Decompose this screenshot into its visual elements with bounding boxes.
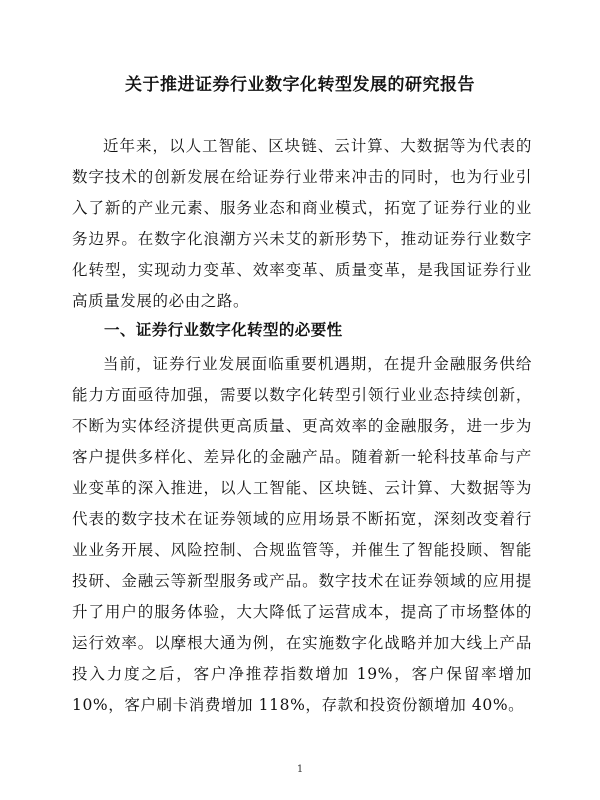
section-paragraph: 当前，证券行业发展面临重要机遇期，在提升金融服务供给能力方面亟待加强，需要以数字化转型引领行业业态持续创新，不断为实体经济提供更高质量、更高效率的金融服务，进一步为客户提供多样化、差异化的金融产品。随着新一轮科技革命与产业变革的深入推进，以人工智能、区块链、云计算、大数据等为代表的数字技术在证券领域的应用场景不断拓宽，深刻改变着行业业务开展、风险控制、合规监管等，并催生了智能投顾、智能投研、金融云等新型服务或产品。数字技术在证券领域的应用提升了用户的服务体验，大大降低了运营成本，提高了市场整体的运行效率。以摩根大通为例，在实施数字化战略并加大线上产品投入力度之后，客户净推荐指数增加 19%，客户保留率增加 10%，客户刷卡消费增加 118%，存款和投资份额增加 40%。: [72, 355, 532, 714]
document-title: 关于推进证券行业数字化转型发展的研究报告: [125, 75, 475, 95]
section-heading: 一、证券行业数字化转型的必要性: [104, 321, 343, 339]
page-number: 1: [296, 764, 304, 775]
intro-paragraph: 近年来，以人工智能、区块链、云计算、大数据等为代表的数字技术的创新发展在给证券行业带来冲击的同时，也为行业引入了新的产业元素、服务业态和商业模式，拓宽了证券行业的业务边界。在数字化浪潮方兴未艾的新形势下，推动证券行业数字化转型，实现动力变革、效率变革、质量变革，是我国证券行业高质量发展的必由之路。: [72, 137, 532, 310]
